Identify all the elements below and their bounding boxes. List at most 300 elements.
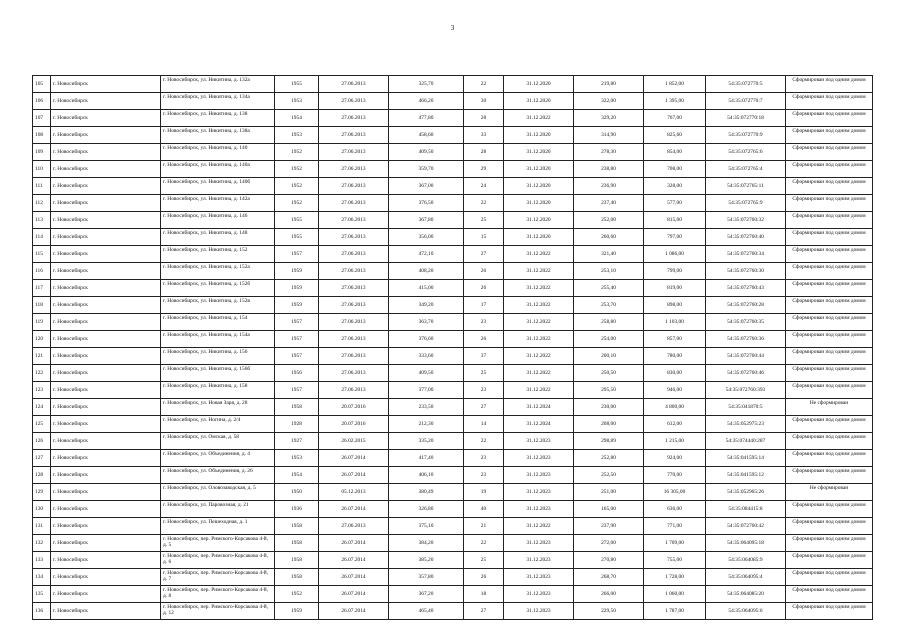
address-cell: г. Новосибирск, ул. Ногина, д. 2/4 [161, 416, 275, 433]
value-2-cell: 1 709,00 [644, 535, 706, 552]
address-cell: г. Новосибирск, ул. Никитина, д. 154а [161, 331, 275, 348]
count-cell: 22 [464, 76, 504, 93]
area-cell: 212,30 [389, 416, 464, 433]
deadline-cell: 31.12.2020 [504, 195, 574, 212]
area-cell: 458,60 [389, 127, 464, 144]
row-number-cell: 122 [33, 365, 51, 382]
date-cell: 26.07.2014 [319, 467, 389, 484]
city-cell: г. Новосибирск [51, 501, 161, 518]
deadline-cell: 31.12.2022 [504, 348, 574, 365]
deadline-cell: 31.12.2023 [504, 433, 574, 450]
year-cell: 1957 [275, 348, 319, 365]
city-cell: г. Новосибирск [51, 314, 161, 331]
row-number-cell: 136 [33, 603, 51, 620]
value-2-cell: 1 728,00 [644, 569, 706, 586]
date-cell: 27.06.2013 [319, 365, 389, 382]
cadastral-number-cell: 54:35:072770:7 [706, 93, 786, 110]
address-cell: г. Новосибирск, ул. Никитина, д. 152в [161, 297, 275, 314]
row-number-cell: 118 [33, 297, 51, 314]
year-cell: 1954 [275, 467, 319, 484]
row-number-cell: 123 [33, 382, 51, 399]
value-1-cell: 238,80 [574, 161, 644, 178]
value-2-cell: 4 800,00 [644, 399, 706, 416]
table-row [33, 110, 873, 127]
value-2-cell: 1 060,00 [644, 586, 706, 603]
table-row [33, 178, 873, 195]
status-cell: Сформирован под одним домом [786, 280, 873, 297]
value-1-cell: 258,80 [574, 314, 644, 331]
table-row [33, 76, 873, 93]
date-cell: 26.07.2014 [319, 450, 389, 467]
city-cell: г. Новосибирск [51, 195, 161, 212]
value-2-cell: 767,00 [644, 110, 706, 127]
count-cell: 18 [464, 586, 504, 603]
row-number-cell: 106 [33, 93, 51, 110]
row-number-cell: 114 [33, 229, 51, 246]
value-2-cell: 797,00 [644, 229, 706, 246]
status-cell: Сформирован под одним домом [786, 450, 873, 467]
table-row [33, 467, 873, 484]
count-cell: 17 [464, 297, 504, 314]
value-1-cell: 208,00 [574, 416, 644, 433]
table-row [33, 586, 873, 603]
row-number-cell: 112 [33, 195, 51, 212]
date-cell: 26.07.2014 [319, 501, 389, 518]
year-cell: 1928 [275, 416, 319, 433]
table-row [33, 382, 873, 399]
value-1-cell: 254,00 [574, 331, 644, 348]
cadastral-number-cell: 54:35:064095:6 [706, 603, 786, 620]
city-cell: г. Новосибирск [51, 365, 161, 382]
table-row [33, 127, 873, 144]
year-cell: 1950 [275, 484, 319, 501]
area-cell: 408,20 [389, 263, 464, 280]
cadastral-number-cell: 54:35:072765:4 [706, 161, 786, 178]
value-1-cell: 250,50 [574, 365, 644, 382]
address-cell: г. Новосибирск, ул. Никитина, д. 138 [161, 110, 275, 127]
deadline-cell: 31.12.2022 [504, 246, 574, 263]
value-1-cell: 253,10 [574, 263, 644, 280]
count-cell: 22 [464, 195, 504, 212]
cadastral-number-cell: 54:35:064095:4 [706, 569, 786, 586]
area-cell: 349,20 [389, 297, 464, 314]
value-1-cell: 237,90 [574, 518, 644, 535]
area-cell: 357,80 [389, 569, 464, 586]
value-2-cell: 830,00 [644, 365, 706, 382]
city-cell: г. Новосибирск [51, 518, 161, 535]
year-cell: 1952 [275, 144, 319, 161]
city-cell: г. Новосибирск [51, 586, 161, 603]
area-cell: 359,70 [389, 161, 464, 178]
deadline-cell: 31.12.2022 [504, 263, 574, 280]
count-cell: 23 [464, 467, 504, 484]
value-2-cell: 708,00 [644, 161, 706, 178]
status-cell: Сформирован под одним домом [786, 569, 873, 586]
cadastral-number-cell: 54:35:072765:6 [706, 144, 786, 161]
date-cell: 26.07.2014 [319, 552, 389, 569]
table-row [33, 229, 873, 246]
year-cell: 1956 [275, 365, 319, 382]
count-cell: 33 [464, 127, 504, 144]
row-number-cell: 124 [33, 399, 51, 416]
area-cell: 376,50 [389, 195, 464, 212]
count-cell: 22 [464, 535, 504, 552]
value-1-cell: 278,30 [574, 144, 644, 161]
area-cell: 385,20 [389, 552, 464, 569]
year-cell: 1955 [275, 76, 319, 93]
year-cell: 1959 [275, 603, 319, 620]
status-cell: Сформирован под одним домом [786, 518, 873, 535]
status-cell: Сформирован под одним домом [786, 263, 873, 280]
date-cell: 27.06.2013 [319, 518, 389, 535]
year-cell: 1953 [275, 127, 319, 144]
count-cell: 26 [464, 280, 504, 297]
date-cell: 26.07.2014 [319, 586, 389, 603]
count-cell: 26 [464, 263, 504, 280]
value-2-cell: 770,00 [644, 467, 706, 484]
value-2-cell: 328,00 [644, 178, 706, 195]
status-cell: Сформирован под одним домом [786, 552, 873, 569]
table-row [33, 484, 873, 501]
table-row [33, 416, 873, 433]
cadastral-number-cell: 54:35:064085:9 [706, 552, 786, 569]
address-cell: г. Новосибирск, ул. Объединения, д. 4 [161, 450, 275, 467]
deadline-cell: 31.12.2022 [504, 382, 574, 399]
table-body [33, 76, 873, 620]
cadastral-number-cell: 54:35:072760:393 [706, 382, 786, 399]
page-number: 3 [450, 24, 455, 32]
value-2-cell: 1 215,00 [644, 433, 706, 450]
area-cell: 363,70 [389, 314, 464, 331]
deadline-cell: 31.12.2023 [504, 467, 574, 484]
date-cell: 27.06.2013 [319, 246, 389, 263]
city-cell: г. Новосибирск [51, 212, 161, 229]
date-cell: 27.06.2013 [319, 110, 389, 127]
address-cell: г. Новосибирск, ул. Никитина, д. 146 [161, 212, 275, 229]
count-cell: 29 [464, 161, 504, 178]
table-row [33, 263, 873, 280]
deadline-cell: 31.12.2023 [504, 501, 574, 518]
row-number-cell: 110 [33, 161, 51, 178]
deadline-cell: 31.12.2024 [504, 416, 574, 433]
value-1-cell: 251,00 [574, 484, 644, 501]
cadastral-number-cell: 54:35:041595:12 [706, 467, 786, 484]
deadline-cell: 31.12.2020 [504, 161, 574, 178]
status-cell: Сформирован под одним домом [786, 195, 873, 212]
value-1-cell: 229,50 [574, 603, 644, 620]
address-cell: г. Новосибирск, ул. Никитина, д. 134а [161, 93, 275, 110]
status-cell: Сформирован под одним домом [786, 382, 873, 399]
date-cell: 27.06.2013 [319, 382, 389, 399]
table-row [33, 331, 873, 348]
housing-register-table [32, 75, 873, 620]
address-cell: г. Новосибирск, ул. Оловозаводская, д. 5 [161, 484, 275, 501]
count-cell: 23 [464, 450, 504, 467]
value-2-cell: 924,00 [644, 450, 706, 467]
date-cell: 26.07.2014 [319, 603, 389, 620]
year-cell: 1955 [275, 229, 319, 246]
address-cell: г. Новосибирск, ул. Никитина, д. 132а [161, 76, 275, 93]
cadastral-number-cell: 54:35:072760:44 [706, 348, 786, 365]
count-cell: 25 [464, 552, 504, 569]
cadastral-number-cell: 54:35:072770:9 [706, 127, 786, 144]
deadline-cell: 31.12.2023 [504, 552, 574, 569]
address-cell: г. Новосибирск, пер. Римского-Корсакова 4-й, д. 5 [161, 535, 275, 552]
status-cell: Сформирован под одним домом [786, 348, 873, 365]
value-1-cell: 298,89 [574, 433, 644, 450]
year-cell: 1953 [275, 450, 319, 467]
year-cell: 1953 [275, 93, 319, 110]
address-cell: г. Новосибирск, пер. Римского-Корсакова 4-й, д. 12 [161, 603, 275, 620]
area-cell: 477,80 [389, 110, 464, 127]
status-cell: Сформирован под одним домом [786, 433, 873, 450]
deadline-cell: 31.12.2020 [504, 93, 574, 110]
value-2-cell: 1 852,00 [644, 76, 706, 93]
table-row [33, 569, 873, 586]
deadline-cell: 31.12.2022 [504, 314, 574, 331]
row-number-cell: 108 [33, 127, 51, 144]
city-cell: г. Новосибирск [51, 263, 161, 280]
value-1-cell: 252,80 [574, 450, 644, 467]
address-cell: г. Новосибирск, ул. Объединения, д. 26 [161, 467, 275, 484]
status-cell: Сформирован под одним домом [786, 161, 873, 178]
cadastral-number-cell: 54:35:072760:28 [706, 297, 786, 314]
row-number-cell: 127 [33, 450, 51, 467]
deadline-cell: 31.12.2022 [504, 331, 574, 348]
count-cell: 28 [464, 144, 504, 161]
cadastral-number-cell: 54:35:072765:9 [706, 195, 786, 212]
city-cell: г. Новосибирск [51, 399, 161, 416]
row-number-cell: 125 [33, 416, 51, 433]
deadline-cell: 31.12.2023 [504, 484, 574, 501]
date-cell: 20.07.2016 [319, 416, 389, 433]
address-cell: г. Новосибирск, ул. Никитина, д. 152 [161, 246, 275, 263]
address-cell: г. Новосибирск, ул. Никитина, д. 154 [161, 314, 275, 331]
deadline-cell: 31.12.2023 [504, 535, 574, 552]
table-row [33, 348, 873, 365]
count-cell: 22 [464, 433, 504, 450]
year-cell: 1954 [275, 110, 319, 127]
status-cell: Сформирован под одним домом [786, 212, 873, 229]
deadline-cell: 31.12.2023 [504, 586, 574, 603]
table-row [33, 535, 873, 552]
area-cell: 376,60 [389, 331, 464, 348]
value-1-cell: 255,40 [574, 280, 644, 297]
area-cell: 406,10 [389, 467, 464, 484]
area-cell: 325,70 [389, 76, 464, 93]
value-1-cell: 314,90 [574, 127, 644, 144]
status-cell: Сформирован под одним домом [786, 535, 873, 552]
city-cell: г. Новосибирск [51, 229, 161, 246]
value-1-cell: 322,00 [574, 93, 644, 110]
deadline-cell: 31.12.2023 [504, 569, 574, 586]
area-cell: 472,10 [389, 246, 464, 263]
table-row [33, 246, 873, 263]
area-cell: 380,49 [389, 484, 464, 501]
deadline-cell: 31.12.2024 [504, 399, 574, 416]
value-1-cell: 272,00 [574, 535, 644, 552]
value-1-cell: 266,00 [574, 586, 644, 603]
address-cell: г. Новосибирск, пер. Римского-Корсакова 4-й, д. 8 [161, 586, 275, 603]
address-cell: г. Новосибирск, пер. Римского-Корсакова 4-й, д. 6 [161, 552, 275, 569]
city-cell: г. Новосибирск [51, 93, 161, 110]
row-number-cell: 111 [33, 178, 51, 195]
count-cell: 28 [464, 110, 504, 127]
year-cell: 1957 [275, 382, 319, 399]
value-1-cell: 252,00 [574, 212, 644, 229]
cadastral-number-cell: 54:35:072770:5 [706, 76, 786, 93]
year-cell: 1955 [275, 212, 319, 229]
deadline-cell: 31.12.2020 [504, 178, 574, 195]
count-cell: 30 [464, 93, 504, 110]
status-cell: Сформирован под одним домом [786, 331, 873, 348]
year-cell: 1927 [275, 433, 319, 450]
status-cell: Сформирован под одним домом [786, 178, 873, 195]
year-cell: 1958 [275, 518, 319, 535]
year-cell: 1952 [275, 161, 319, 178]
city-cell: г. Новосибирск [51, 450, 161, 467]
cadastral-number-cell: 54:35:052975:23 [706, 416, 786, 433]
count-cell: 24 [464, 178, 504, 195]
table-row [33, 365, 873, 382]
date-cell: 27.06.2013 [319, 263, 389, 280]
city-cell: г. Новосибирск [51, 603, 161, 620]
year-cell: 1959 [275, 297, 319, 314]
value-1-cell: 230,00 [574, 399, 644, 416]
area-cell: 326,80 [389, 501, 464, 518]
cadastral-number-cell: 54:35:072770:18 [706, 110, 786, 127]
city-cell: г. Новосибирск [51, 110, 161, 127]
address-cell: г. Новосибирск, ул. Никитина, д. 140а [161, 161, 275, 178]
year-cell: 1952 [275, 178, 319, 195]
count-cell: 26 [464, 569, 504, 586]
value-2-cell: 612,00 [644, 416, 706, 433]
address-cell: г. Новосибирск, ул. Никитина, д. 140 [161, 144, 275, 161]
area-cell: 335,20 [389, 433, 464, 450]
value-1-cell: 200,10 [574, 348, 644, 365]
row-number-cell: 120 [33, 331, 51, 348]
area-cell: 409,50 [389, 365, 464, 382]
count-cell: 25 [464, 365, 504, 382]
table-row [33, 195, 873, 212]
area-cell: 356,00 [389, 229, 464, 246]
table-row [33, 161, 873, 178]
area-cell: 384,20 [389, 535, 464, 552]
city-cell: г. Новосибирск [51, 433, 161, 450]
count-cell: 40 [464, 501, 504, 518]
city-cell: г. Новосибирск [51, 246, 161, 263]
value-2-cell: 799,00 [644, 263, 706, 280]
cadastral-number-cell: 54:35:074440:287 [706, 433, 786, 450]
date-cell: 27.06.2013 [319, 314, 389, 331]
year-cell: 1957 [275, 314, 319, 331]
date-cell: 27.06.2013 [319, 297, 389, 314]
address-cell: г. Новосибирск, ул. Паровозная, д. 21 [161, 501, 275, 518]
count-cell: 23 [464, 314, 504, 331]
table-row [33, 297, 873, 314]
status-cell: Сформирован под одним домом [786, 314, 873, 331]
city-cell: г. Новосибирск [51, 416, 161, 433]
year-cell: 1958 [275, 552, 319, 569]
date-cell: 27.06.2013 [319, 331, 389, 348]
row-number-cell: 130 [33, 501, 51, 518]
value-2-cell: 771,00 [644, 518, 706, 535]
deadline-cell: 31.12.2020 [504, 144, 574, 161]
deadline-cell: 31.12.2020 [504, 229, 574, 246]
row-number-cell: 113 [33, 212, 51, 229]
cadastral-number-cell: 54:35:072760:42 [706, 518, 786, 535]
deadline-cell: 31.12.2022 [504, 110, 574, 127]
status-cell: Сформирован под одним домом [786, 93, 873, 110]
cadastral-number-cell: 54:35:052965:26 [706, 484, 786, 501]
date-cell: 27.06.2013 [319, 76, 389, 93]
count-cell: 37 [464, 348, 504, 365]
address-cell: г. Новосибирск, ул. Омская, д. 58 [161, 433, 275, 450]
status-cell: Не сформирован [786, 484, 873, 501]
row-number-cell: 126 [33, 433, 51, 450]
deadline-cell: 31.12.2023 [504, 603, 574, 620]
date-cell: 26.02.2015 [319, 433, 389, 450]
cadastral-number-cell: 54:35:041870:5 [706, 399, 786, 416]
row-number-cell: 119 [33, 314, 51, 331]
address-cell: г. Новосибирск, ул. Никитина, д. 148 [161, 229, 275, 246]
row-number-cell: 121 [33, 348, 51, 365]
value-1-cell: 236,90 [574, 178, 644, 195]
date-cell: 27.06.2013 [319, 127, 389, 144]
row-number-cell: 115 [33, 246, 51, 263]
value-1-cell: 165,00 [574, 501, 644, 518]
area-cell: 409,50 [389, 144, 464, 161]
status-cell: Сформирован под одним домом [786, 246, 873, 263]
year-cell: 1959 [275, 280, 319, 297]
value-2-cell: 825,60 [644, 127, 706, 144]
city-cell: г. Новосибирск [51, 331, 161, 348]
cadastral-number-cell: 54:35:072760:30 [706, 263, 786, 280]
city-cell: г. Новосибирск [51, 178, 161, 195]
cadastral-number-cell: 54:35:072760:34 [706, 246, 786, 263]
city-cell: г. Новосибирск [51, 382, 161, 399]
row-number-cell: 135 [33, 586, 51, 603]
area-cell: 367,00 [389, 178, 464, 195]
table-row [33, 501, 873, 518]
row-number-cell: 105 [33, 76, 51, 93]
year-cell: 1952 [275, 586, 319, 603]
table-row [33, 280, 873, 297]
status-cell: Сформирован под одним домом [786, 467, 873, 484]
value-1-cell: 270,80 [574, 552, 644, 569]
year-cell: 1957 [275, 331, 319, 348]
area-cell: 417,40 [389, 450, 464, 467]
year-cell: 1958 [275, 399, 319, 416]
address-cell: г. Новосибирск, ул. Никитина, д. 156 [161, 348, 275, 365]
value-1-cell: 252,50 [574, 467, 644, 484]
date-cell: 27.06.2013 [319, 178, 389, 195]
value-2-cell: 1 395,00 [644, 93, 706, 110]
table-row [33, 433, 873, 450]
table-row [33, 552, 873, 569]
area-cell: 375,10 [389, 518, 464, 535]
area-cell: 377,00 [389, 382, 464, 399]
value-1-cell: 295,50 [574, 382, 644, 399]
status-cell: Сформирован под одним домом [786, 416, 873, 433]
value-2-cell: 819,00 [644, 280, 706, 297]
city-cell: г. Новосибирск [51, 569, 161, 586]
cadastral-number-cell: 54:35:072760:40 [706, 229, 786, 246]
table-row [33, 450, 873, 467]
date-cell: 27.06.2013 [319, 280, 389, 297]
row-number-cell: 132 [33, 535, 51, 552]
table-row [33, 93, 873, 110]
